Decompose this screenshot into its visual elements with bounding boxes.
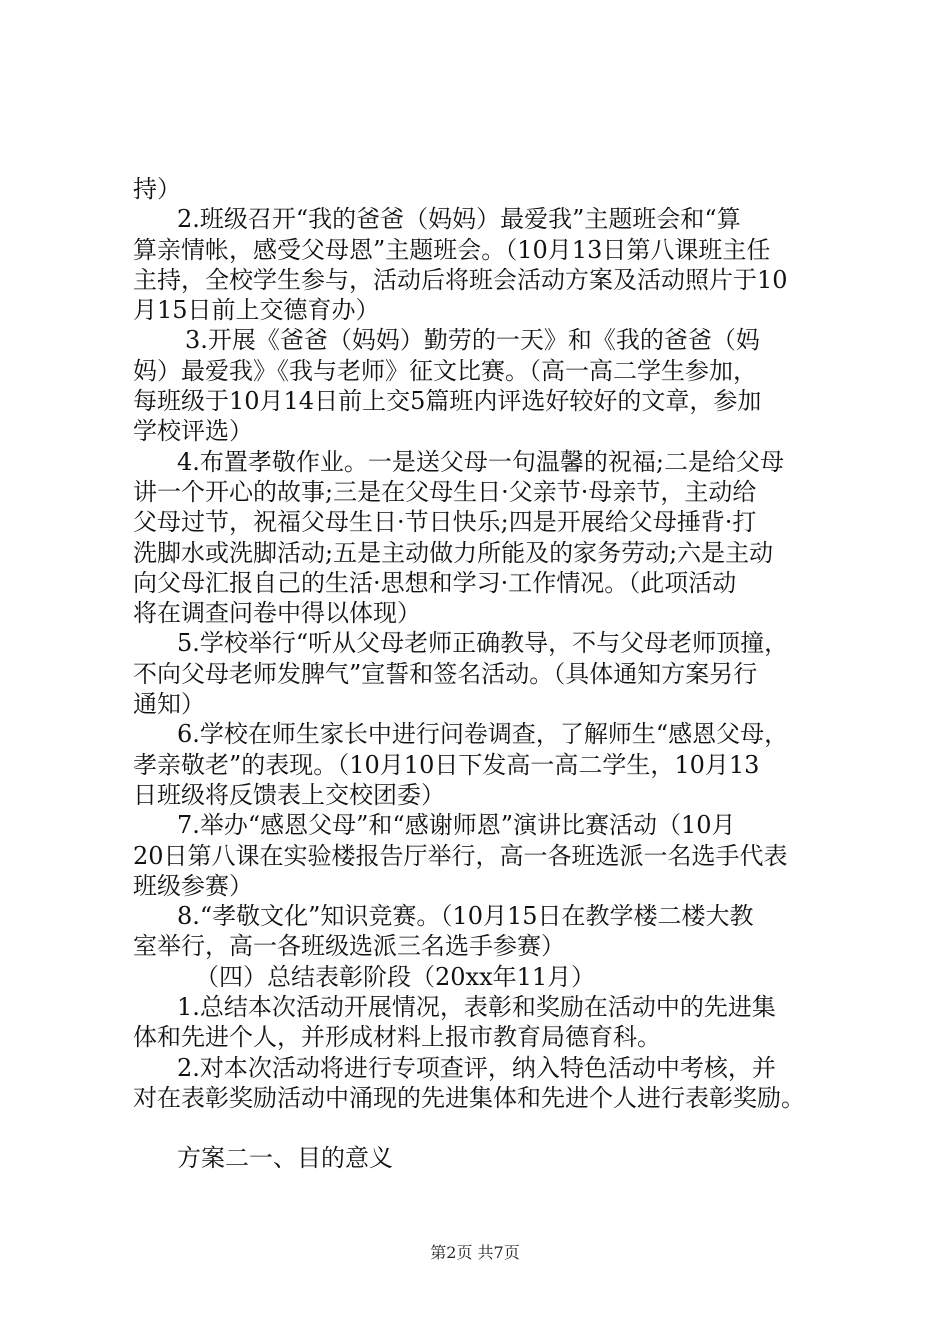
text-line: 父母过节，祝福父母生日·节日快乐;四是开展给父母捶背·打 bbox=[133, 508, 757, 537]
text-line: 学校评选） bbox=[133, 417, 253, 446]
text-line: 室举行，高一各班级选派三名选手参赛） bbox=[133, 932, 565, 961]
text-line: 讲一个开心的故事;三是在父母生日·父亲节·母亲节，主动给 bbox=[133, 477, 757, 506]
text-line: 将在调查问卷中得以体现） bbox=[133, 599, 421, 628]
section-heading: 方案二一、目的意义 bbox=[177, 1144, 393, 1173]
text-line: 20日第八课在实验楼报告厅举行，高一各班选派一名选手代表 bbox=[133, 841, 788, 870]
section-subheading: （四）总结表彰阶段（20xx年11月） bbox=[195, 962, 596, 991]
text-line: 4.布置孝敬作业。一是送父母一句温馨的祝福;二是给父母 bbox=[177, 447, 784, 476]
text-line: 7.举办“感恩父母”和“感谢师恩”演讲比赛活动（10月 bbox=[177, 811, 736, 840]
text-line: 月15日前上交德育办） bbox=[133, 296, 380, 325]
page-footer: 第2页 共7页 bbox=[430, 1243, 520, 1262]
text-line: 体和先进个人，并形成材料上报市教育局德育科。 bbox=[133, 1023, 661, 1052]
text-line: 6.学校在师生家长中进行问卷调查，了解师生“感恩父母， bbox=[177, 720, 789, 749]
text-line: 2.班级召开“我的爸爸（妈妈）最爱我”主题班会和“算 bbox=[177, 205, 741, 234]
text-line: 孝亲敬老”的表现。（10月10日下发高一高二学生，10月13 bbox=[133, 750, 760, 779]
text-line: 向父母汇报自己的生活·思想和学习·工作情况。（此项活动 bbox=[133, 568, 737, 597]
text-line: 持） bbox=[133, 175, 181, 203]
document-body bbox=[133, 174, 833, 1174]
text-line: 对在表彰奖励活动中涌现的先进集体和先进个人进行表彰奖励。 bbox=[133, 1083, 805, 1112]
text-line: 5.学校举行“听从父母老师正确教导，不与父母老师顶撞， bbox=[177, 629, 789, 658]
text-line: 通知） bbox=[133, 690, 205, 719]
text-line: 妈）最爱我》《我与老师》征文比赛。（高一高二学生参加， bbox=[133, 356, 757, 385]
text-line: 班级参赛） bbox=[133, 871, 253, 900]
text-line: 3.开展《爸爸（妈妈）勤劳的一天》和《我的爸爸（妈 bbox=[185, 326, 760, 355]
text-line: 2.对本次活动将进行专项查评，纳入特色活动中考核，并 bbox=[177, 1053, 776, 1082]
paragraph-gap bbox=[133, 1113, 833, 1143]
text-line: 不向父母老师发脾气”宣誓和签名活动。（具体通知方案另行 bbox=[133, 659, 758, 688]
text-line: 算亲情帐，感受父母恩”主题班会。（10月13日第八课班主任 bbox=[133, 235, 771, 264]
text-line: 每班级于10月14日前上交5篇班内评选好较好的文章，参加 bbox=[133, 387, 762, 416]
text-line: 洗脚水或洗脚活动;五是主动做力所能及的家务劳动;六是主动 bbox=[133, 538, 774, 567]
text-line: 日班级将反馈表上交校团委） bbox=[133, 780, 445, 809]
text-line: 1.总结本次活动开展情况，表彰和奖励在活动中的先进集 bbox=[177, 993, 776, 1022]
text-line: 主持，全校学生参与，活动后将班会活动方案及活动照片于10 bbox=[133, 265, 788, 294]
text-line: 8.“孝敬文化”知识竞赛。（10月15日在教学楼二楼大教 bbox=[177, 902, 754, 931]
